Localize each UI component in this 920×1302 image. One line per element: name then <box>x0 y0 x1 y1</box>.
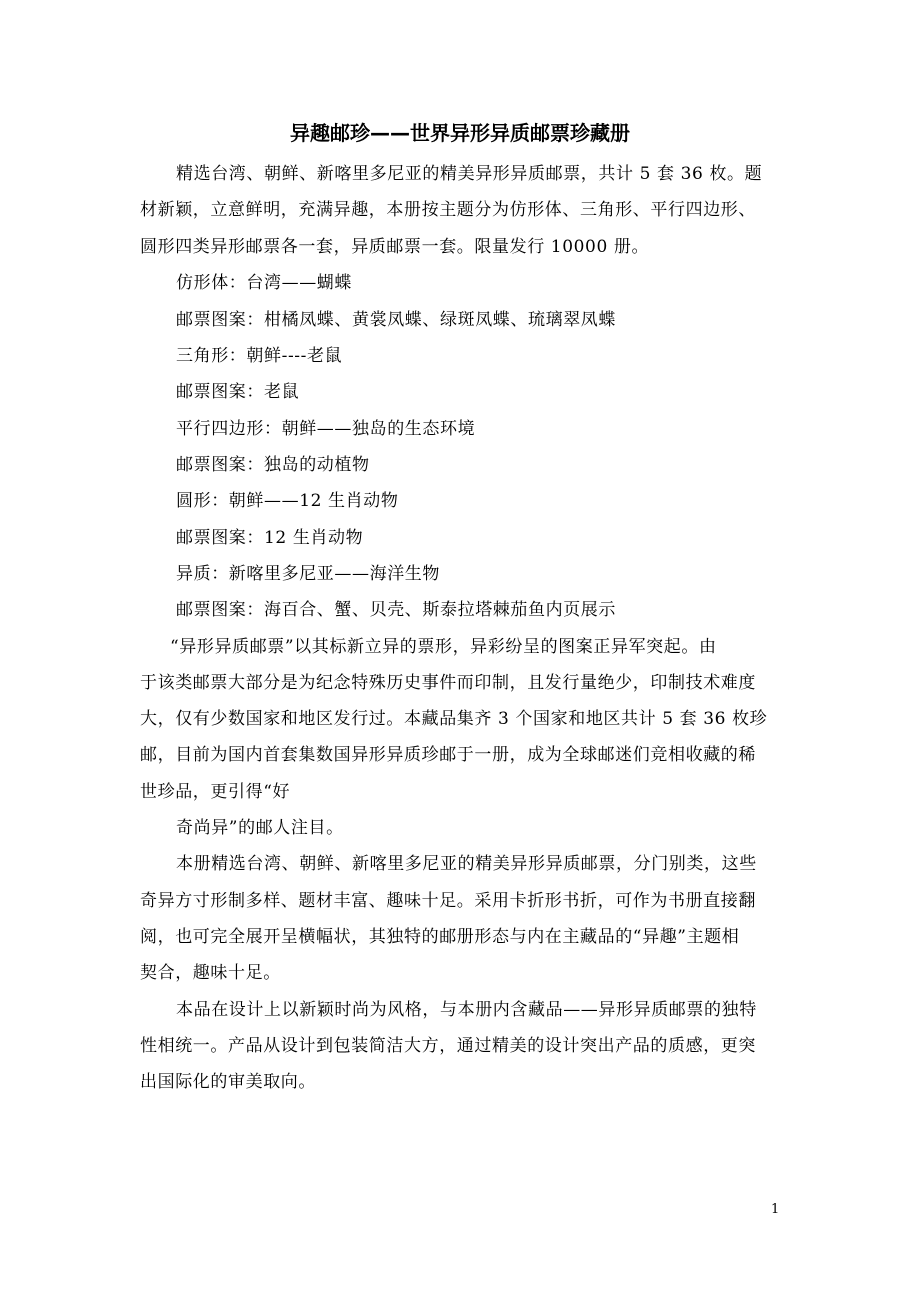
paragraph-line: 性相统一。产品从设计到包装简洁大方，通过精美的设计突出产品的质感，更突 <box>140 1035 756 1056</box>
document-title: 异趣邮珍——世界异形异质邮票珍藏册 <box>290 121 630 145</box>
paragraph-line: 本品在设计上以新颖时尚为风格，与本册内含藏品——异形异质邮票的独特 <box>176 999 757 1020</box>
list-item: 邮票图案：老鼠 <box>176 382 300 403</box>
page-number: 1 <box>771 1202 780 1217</box>
list-item: 邮票图案：12 生肖动物 <box>176 527 364 548</box>
paragraph-line: “异形异质邮票”以其标新立异的票形，异彩纷呈的图案正异军突起。由 <box>170 636 717 657</box>
list-item: 三角形：朝鲜----老鼠 <box>176 346 343 367</box>
paragraph-line: 出国际化的审美取向。 <box>140 1072 316 1093</box>
list-item: 邮票图案：柑橘凤蝶、黄裳凤蝶、绿斑凤蝶、琉璃翠凤蝶 <box>176 309 616 330</box>
list-item: 邮票图案：独岛的动植物 <box>176 455 370 476</box>
list-item: 邮票图案：海百合、蟹、贝壳、斯泰拉塔棘茄鱼内页展示 <box>176 600 616 621</box>
list-item: 平行四边形：朝鲜——独岛的生态环境 <box>176 418 476 439</box>
list-item: 仿形体：台湾——蝴蝶 <box>176 272 352 293</box>
intro-line: 圆形四类异形邮票各一套，异质邮票一套。限量发行 10000 册。 <box>140 236 650 257</box>
document-body <box>140 156 820 1100</box>
paragraph-line: 于该类邮票大部分是为纪念特殊历史事件而印制，且发行量绝少，印制技术难度 <box>140 672 756 693</box>
list-item: 圆形：朝鲜——12 生肖动物 <box>176 491 399 512</box>
paragraph-line: 契合，趣味十足。 <box>140 963 281 984</box>
paragraph-line: 奇尚异”的邮人注目。 <box>176 818 344 839</box>
list-item: 异质：新喀里多尼亚——海洋生物 <box>176 563 440 584</box>
paragraph-line: 大，仅有少数国家和地区发行过。本藏品集齐 3 个国家和地区共计 5 套 36 枚珍 <box>140 709 768 730</box>
paragraph-line: 本册精选台湾、朝鲜、新喀里多尼亚的精美异形异质邮票，分门别类，这些 <box>176 854 757 875</box>
paragraph-line: 邮，目前为国内首套集数国异形异质珍邮于一册，成为全球邮迷们竞相收藏的稀 <box>140 745 756 766</box>
intro-line: 精选台湾、朝鲜、新喀里多尼亚的精美异形异质邮票，共计 5 套 36 枚。题 <box>176 164 763 184</box>
paragraph-line: 阅，也可完全展开呈横幅状，其独特的邮册形态与内在主藏品的“异趣”主题相 <box>140 926 740 947</box>
paragraph-line: 世珍品，更引得“好 <box>140 781 291 802</box>
paragraph-line: 奇异方寸形制多样、题材丰富、趣味十足。采用卡折形书折，可作为书册直接翻 <box>140 890 756 911</box>
intro-line: 材新颖，立意鲜明，充满异趣，本册按主题分为仿形体、三角形、平行四边形、 <box>140 200 756 221</box>
